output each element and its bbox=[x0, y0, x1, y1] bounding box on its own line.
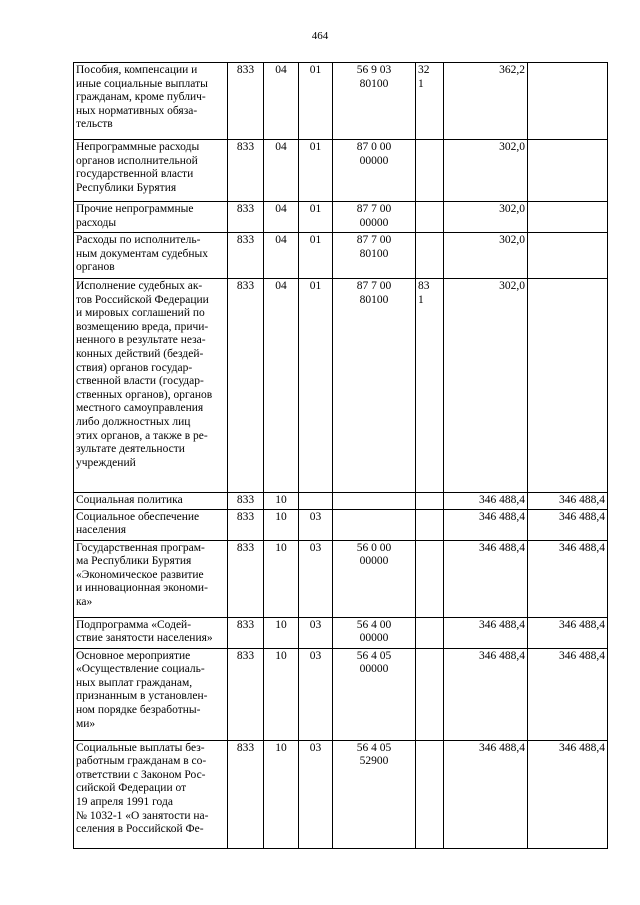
section-cell: 04 bbox=[264, 140, 299, 202]
subsection-cell: 03 bbox=[299, 617, 333, 648]
admin-code-cell: 833 bbox=[228, 279, 264, 493]
admin-code-cell: 833 bbox=[228, 509, 264, 540]
amount-cell-2 bbox=[528, 202, 608, 233]
table-row bbox=[74, 493, 608, 510]
section-cell: 10 bbox=[264, 540, 299, 617]
subsection-cell: 01 bbox=[299, 279, 333, 493]
subsection-cell: 03 bbox=[299, 740, 333, 848]
table-row bbox=[74, 540, 608, 617]
row-name-cell: Основное мероприятие «Осуществление социаль- ных выплат гражданам, признанным в установлен- ном порядке безработны- ми» bbox=[74, 648, 228, 740]
admin-code-cell: 833 bbox=[228, 617, 264, 648]
amount-cell-2: 346 488,4 bbox=[528, 540, 608, 617]
row-name-cell: Социальная политика bbox=[74, 493, 228, 510]
row-name-cell: Пособия, компенсации и иные социальные выплаты гражданам, кроме публич- ных нормативных обяза- тельств bbox=[74, 63, 228, 140]
row-name-cell: Непрограммные расходы органов исполнительной государственной власти Республики Бурятия bbox=[74, 140, 228, 202]
target-article-cell: 56 4 05 52900 bbox=[333, 740, 416, 848]
amount-cell: 346 488,4 bbox=[444, 509, 528, 540]
section-cell: 10 bbox=[264, 493, 299, 510]
target-article-cell: 56 9 03 80100 bbox=[333, 63, 416, 140]
row-name-cell: Исполнение судебных ак- тов Российской Федерации и мировых соглашений по возмещению вреда, причи- ненного в результате неза- конных действий (бездей- ствия) органов государ- ственной власти (государ- ственных органов), органов местного самоуправления либо должностных лиц этих органов, а также в ре- зультате деятельности учреждений bbox=[74, 279, 228, 493]
table-row bbox=[74, 509, 608, 540]
section-cell: 10 bbox=[264, 648, 299, 740]
section-cell: 10 bbox=[264, 509, 299, 540]
table-row bbox=[74, 233, 608, 279]
amount-cell: 362,2 bbox=[444, 63, 528, 140]
amount-cell-2 bbox=[528, 279, 608, 493]
subsection-cell: 03 bbox=[299, 540, 333, 617]
admin-code-cell: 833 bbox=[228, 233, 264, 279]
admin-code-cell: 833 bbox=[228, 740, 264, 848]
target-article-cell bbox=[333, 509, 416, 540]
table-row bbox=[74, 279, 608, 493]
table-row bbox=[74, 740, 608, 848]
section-cell: 04 bbox=[264, 233, 299, 279]
amount-cell-2: 346 488,4 bbox=[528, 648, 608, 740]
expense-type-cell bbox=[416, 540, 444, 617]
subsection-cell: 03 bbox=[299, 509, 333, 540]
expense-type-cell: 32 1 bbox=[416, 63, 444, 140]
target-article-cell: 87 0 00 00000 bbox=[333, 140, 416, 202]
expense-type-cell bbox=[416, 509, 444, 540]
amount-cell-2: 346 488,4 bbox=[528, 509, 608, 540]
target-article-cell: 87 7 00 80100 bbox=[333, 279, 416, 493]
amount-cell: 346 488,4 bbox=[444, 493, 528, 510]
row-name-cell: Социальное обеспечение населения bbox=[74, 509, 228, 540]
admin-code-cell: 833 bbox=[228, 493, 264, 510]
amount-cell: 346 488,4 bbox=[444, 617, 528, 648]
expense-type-cell bbox=[416, 740, 444, 848]
subsection-cell: 01 bbox=[299, 140, 333, 202]
row-name-cell: Расходы по исполнитель- ным документам судебных органов bbox=[74, 233, 228, 279]
table-body bbox=[74, 63, 608, 849]
target-article-cell: 56 4 05 00000 bbox=[333, 648, 416, 740]
section-cell: 04 bbox=[264, 63, 299, 140]
expense-type-cell bbox=[416, 493, 444, 510]
amount-cell-2: 346 488,4 bbox=[528, 740, 608, 848]
amount-cell: 346 488,4 bbox=[444, 740, 528, 848]
section-cell: 04 bbox=[264, 279, 299, 493]
amount-cell-2: 346 488,4 bbox=[528, 493, 608, 510]
row-name-cell: Государственная програм- ма Республики Бурятия «Экономическое развитие и инновационная экономи- ка» bbox=[74, 540, 228, 617]
section-cell: 10 bbox=[264, 617, 299, 648]
table-row bbox=[74, 648, 608, 740]
subsection-cell: 03 bbox=[299, 648, 333, 740]
budget-table bbox=[73, 62, 608, 849]
amount-cell-2: 346 488,4 bbox=[528, 617, 608, 648]
amount-cell-2 bbox=[528, 140, 608, 202]
table-row bbox=[74, 140, 608, 202]
expense-type-cell: 83 1 bbox=[416, 279, 444, 493]
target-article-cell: 56 0 00 00000 bbox=[333, 540, 416, 617]
amount-cell: 302,0 bbox=[444, 202, 528, 233]
target-article-cell: 87 7 00 00000 bbox=[333, 202, 416, 233]
row-name-cell: Подпрограмма «Содей- ствие занятости населения» bbox=[74, 617, 228, 648]
expense-type-cell bbox=[416, 617, 444, 648]
expense-type-cell bbox=[416, 648, 444, 740]
amount-cell: 346 488,4 bbox=[444, 648, 528, 740]
target-article-cell bbox=[333, 493, 416, 510]
table-row bbox=[74, 617, 608, 648]
table-row bbox=[74, 63, 608, 140]
section-cell: 04 bbox=[264, 202, 299, 233]
admin-code-cell: 833 bbox=[228, 63, 264, 140]
table-row bbox=[74, 202, 608, 233]
target-article-cell: 56 4 00 00000 bbox=[333, 617, 416, 648]
amount-cell-2 bbox=[528, 233, 608, 279]
amount-cell: 302,0 bbox=[444, 233, 528, 279]
amount-cell-2 bbox=[528, 63, 608, 140]
subsection-cell bbox=[299, 493, 333, 510]
expense-type-cell bbox=[416, 140, 444, 202]
admin-code-cell: 833 bbox=[228, 140, 264, 202]
expense-type-cell bbox=[416, 202, 444, 233]
subsection-cell: 01 bbox=[299, 63, 333, 140]
admin-code-cell: 833 bbox=[228, 540, 264, 617]
subsection-cell: 01 bbox=[299, 233, 333, 279]
amount-cell: 302,0 bbox=[444, 279, 528, 493]
subsection-cell: 01 bbox=[299, 202, 333, 233]
section-cell: 10 bbox=[264, 740, 299, 848]
admin-code-cell: 833 bbox=[228, 202, 264, 233]
target-article-cell: 87 7 00 80100 bbox=[333, 233, 416, 279]
amount-cell: 346 488,4 bbox=[444, 540, 528, 617]
row-name-cell: Прочие непрограммные расходы bbox=[74, 202, 228, 233]
page-number: 464 bbox=[311, 30, 329, 42]
row-name-cell: Социальные выплаты без- работным гражданам в со- ответствии с Законом Рос- сийской Федерации от 19 апреля 1991 года № 1032-1 «О занятости на- селения в Российской Фе- bbox=[74, 740, 228, 848]
amount-cell: 302,0 bbox=[444, 140, 528, 202]
expense-type-cell bbox=[416, 233, 444, 279]
admin-code-cell: 833 bbox=[228, 648, 264, 740]
